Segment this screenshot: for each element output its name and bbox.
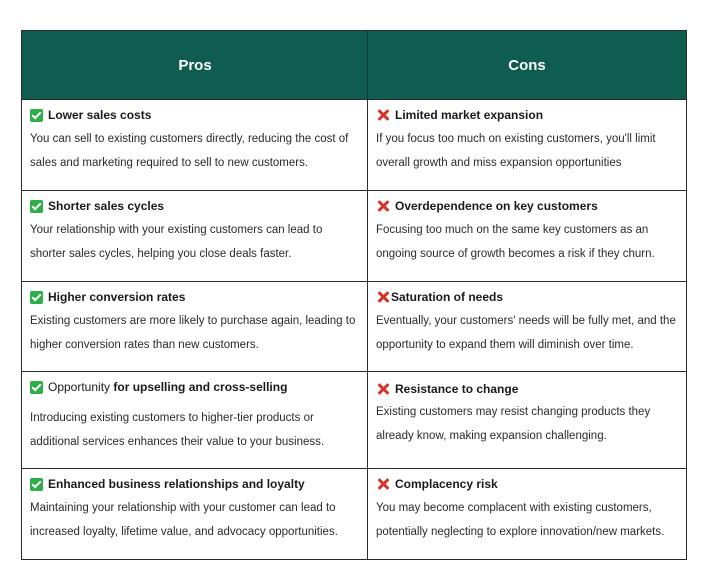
pro-description: Existing customers are more likely to purchase again, leading to higher conversion rates than new customers. xyxy=(30,315,356,351)
con-cell xyxy=(368,476,686,544)
pros-header: Pros xyxy=(178,56,212,74)
pro-cell xyxy=(22,379,367,454)
pro-title-text: Lower sales costs xyxy=(48,108,152,122)
con-title-text: Saturation of needs xyxy=(391,290,504,304)
pro-cell xyxy=(22,198,367,266)
row-divider xyxy=(22,99,686,100)
con-title xyxy=(376,476,680,492)
row-divider xyxy=(22,190,686,191)
pro-title-text: Higher conversion rates xyxy=(48,290,186,304)
con-title xyxy=(376,381,680,397)
pro-title-light-text: Opportunity xyxy=(48,380,111,394)
con-description: If you focus too much on existing customers, you'll limit overall growth and miss expansion opportunities xyxy=(376,133,656,169)
pro-cell xyxy=(22,107,367,175)
pro-cell xyxy=(22,289,367,357)
con-cell xyxy=(368,198,686,266)
con-title-text: Limited market expansion xyxy=(395,108,544,122)
con-cell xyxy=(368,289,686,357)
row-divider xyxy=(22,468,686,469)
con-description: You may become complacent with existing customers, potentially neglecting to explore innovation/new markets. xyxy=(376,502,665,538)
check-mark-icon xyxy=(30,291,43,304)
pro-title xyxy=(30,476,361,492)
check-mark-icon xyxy=(30,381,43,394)
con-description: Eventually, your customers' needs will be fully met, and the opportunity to expand them will diminish over time. xyxy=(376,315,676,351)
pro-title xyxy=(30,379,361,395)
con-description: Existing customers may resist changing products they already know, making expansion challenging. xyxy=(376,406,651,442)
pro-title-text: Enhanced business relationships and loyalty xyxy=(48,477,305,491)
con-title-text: Resistance to change xyxy=(395,382,519,396)
pro-description: Maintaining your relationship with your customer can lead to increased loyalty, lifetime value, and advocacy opportunities. xyxy=(30,502,338,538)
pro-description: You can sell to existing customers directly, reducing the cost of sales and marketing required to sell to new customers. xyxy=(30,133,349,169)
check-mark-icon xyxy=(30,200,43,213)
pro-title xyxy=(30,289,361,305)
row-divider xyxy=(22,281,686,282)
con-description: Focusing too much on the same key customers as an ongoing source of growth becomes a risk if they churn. xyxy=(376,224,655,260)
pro-title xyxy=(30,198,361,214)
con-cell xyxy=(368,381,686,448)
pro-description: Your relationship with your existing customers can lead to shorter sales cycles, helping you close deals faster. xyxy=(30,224,323,260)
cross-mark-icon xyxy=(376,199,390,213)
pro-title-text: for upselling and cross-selling xyxy=(110,380,288,394)
con-cell xyxy=(368,107,686,175)
row-divider xyxy=(22,371,686,372)
cons-header: Cons xyxy=(508,56,546,74)
con-title xyxy=(376,107,680,123)
cross-mark-icon xyxy=(376,382,390,396)
con-title xyxy=(376,289,680,305)
pro-title-text: Shorter sales cycles xyxy=(48,199,165,213)
con-title xyxy=(376,198,680,214)
cross-mark-icon xyxy=(376,477,390,491)
cross-mark-icon xyxy=(376,290,390,304)
pros-cons-table xyxy=(21,30,687,560)
check-mark-icon xyxy=(30,109,43,122)
pro-description: Introducing existing customers to higher-tier products or additional services enhances their value to your business. xyxy=(30,412,325,448)
con-title-text: Overdependence on key customers xyxy=(395,199,598,213)
cross-mark-icon xyxy=(376,108,390,122)
header-column-divider xyxy=(367,31,368,99)
pro-cell xyxy=(22,476,367,544)
pro-title xyxy=(30,107,361,123)
check-mark-icon xyxy=(30,478,43,491)
con-title-text: Complacency risk xyxy=(395,477,498,491)
